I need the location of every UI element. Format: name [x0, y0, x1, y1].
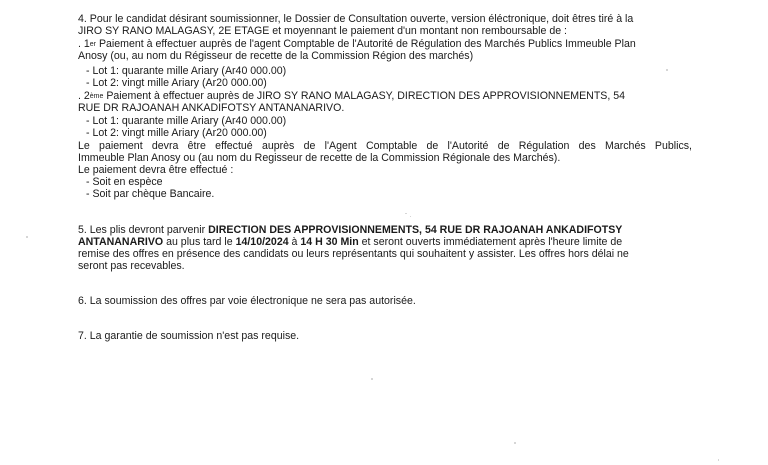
section5-address: DIRECTION DES APPROVISIONNEMENTS, 54 RUE DR RAJOANAH ANKADIFOTSY: [208, 224, 623, 236]
scan-speck: [405, 213, 407, 214]
scan-speck: [718, 459, 719, 461]
payment1-lot2: - Lot 2: vingt mille Ariary (Ar20 000.00): [86, 77, 267, 89]
payment-note-line3: Le paiement devra être effectué :: [78, 164, 234, 176]
payment1-text: Paiement à effectuer auprès de l'agent Comptable de l'Autorité de Régulation des Marchés Publics Immeuble Plan: [96, 38, 636, 50]
payment2-superscript: ème: [89, 93, 104, 100]
scan-speck: [666, 69, 668, 71]
section5-line1: [78, 225, 622, 237]
section5-city: ANTANANARIVO: [78, 236, 164, 248]
section4-intro-line2: JIRO SY RANO MALAGASY, 2E ETAGE et moyennant le paiement d'un montant non remboursable de :: [78, 25, 567, 37]
section5-line4: seront pas recevables.: [78, 260, 185, 272]
payment1-line2: Anosy (ou, au nom du Régisseur de recette de la Commission Région des marchés): [78, 50, 474, 62]
payment1-superscript: er: [89, 41, 97, 48]
section7-text: 7. La garantie de soumission n'est pas requise.: [78, 330, 300, 342]
section6-text: 6. La soumission des offres par voie électronique ne sera pas autorisée.: [78, 295, 416, 307]
scan-speck: [26, 236, 28, 238]
scan-speck: [371, 378, 373, 380]
section5-time: 14 H 30 Min: [300, 236, 359, 248]
scan-speck: [410, 216, 411, 217]
payment1-prefix: . 1: [78, 38, 90, 50]
payment2-text: Paiement à effectuer auprès de JIRO SY RANO MALAGASY, DIRECTION DES APPROVISIONNEMENTS, 54: [103, 90, 626, 102]
payment-note-line2: Immeuble Plan Anosy ou (au nom du Regisseur de recette de la Commission Régionale des Marchés).: [78, 152, 561, 164]
section5-line3: remise des offres en présence des candidats ou leurs représentants qui souhaitent y assister. Les offres hors délai ne: [78, 248, 629, 260]
payment1-line1: [78, 39, 636, 51]
section5-a: à: [288, 236, 301, 248]
payment2-prefix: . 2: [78, 90, 90, 102]
payment2-line2: RUE DR RAJOANAH ANKADIFOTSY ANTANANARIVO.: [78, 102, 345, 114]
scan-speck: [514, 442, 516, 444]
section5-prefix: 5. Les plis devront parvenir: [78, 224, 209, 236]
payment1-lot1: - Lot 1: quarante mille Ariary (Ar40 000.00): [86, 65, 287, 77]
payment2-lot2: - Lot 2: vingt mille Ariary (Ar20 000.00): [86, 127, 267, 139]
payment-note-line1: Le paiement devra être effectué auprès de l'Agent Comptable de l'Autorité de Régulation des Marchés Publics,: [78, 140, 692, 152]
section4-intro-line1: 4. Pour le candidat désirant soumissionner, le Dossier de Consultation ouverte, version éléctronique, doit êtres tiré à la: [78, 13, 634, 25]
payment-option-cash: - Soit en espèce: [86, 176, 163, 188]
section5-rest: et seront ouverts immédiatement après l'heure limite de: [358, 236, 623, 248]
payment2-lot1: - Lot 1: quarante mille Ariary (Ar40 000.00): [86, 115, 287, 127]
section5-line2: [78, 237, 622, 249]
section5-date: 14/10/2024: [235, 236, 289, 248]
payment2-line1: [78, 91, 625, 103]
section5-deadline-label: au plus tard le: [163, 236, 236, 248]
payment-option-cheque: - Soit par chèque Bancaire.: [86, 188, 215, 200]
